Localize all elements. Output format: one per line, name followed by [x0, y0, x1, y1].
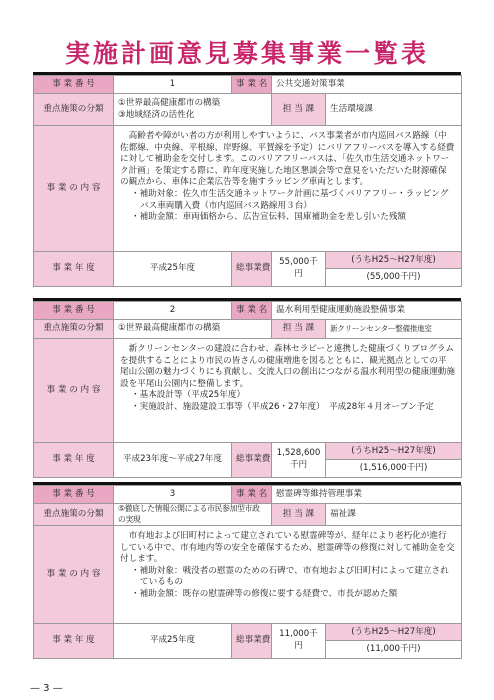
breakdown-label: (うちH25～H27年度)	[326, 252, 461, 269]
department-label: 担 当 課	[272, 320, 326, 339]
description-bullets	[126, 189, 455, 224]
project-description	[114, 526, 462, 624]
bullet-item: ・補助対象：佐久市生活交通ネットワーク計画に基づくバリアフリー・ラッピングバス車両購入費（市内巡回バス路線用３台）	[131, 188, 449, 211]
project-name: 温水利用型健康運動施設整備事業	[272, 302, 462, 320]
project-number-label: 事 業 番 号	[34, 302, 114, 320]
year-label: 事 業 年 度	[34, 252, 114, 287]
project-description	[114, 339, 462, 443]
content-label: 事 業 の 内 容	[34, 126, 114, 252]
priority-label: 重点施策の分類	[34, 504, 114, 526]
project-number-label: 事 業 番 号	[34, 76, 114, 94]
content-label: 事 業 の 内 容	[34, 339, 114, 443]
project-number-label: 事 業 番 号	[34, 486, 114, 504]
bullet-item: ・補助金額：既存の慰霊碑等の修復に要する経費で、市長が認めた額	[131, 589, 398, 599]
bullet-item: ・補助金額：車両価格から、広告宣伝料、国庫補助金を差し引いた残額	[131, 212, 407, 223]
breakdown-value: (55,000千円)	[366, 272, 421, 282]
project-name-label: 事 業 名	[232, 302, 272, 320]
department-label: 担 当 課	[272, 504, 326, 526]
breakdown-cell	[326, 624, 462, 659]
project-block-3	[33, 482, 461, 659]
priority-item: ①世界最高健康都市の構築	[118, 323, 221, 334]
priority-label: 重点施策の分類	[34, 94, 114, 126]
page-number: — 3 —	[30, 683, 63, 694]
department-name: 生活環境課	[326, 94, 462, 126]
breakdown-label: (うちH25～H27年度)	[326, 624, 461, 641]
description-paragraph: 新クリーンセンターの建設に合わせ、森林セラピーと連携した健康づくりプログラムを提供することにより市民の皆さんの健康増進を図るとともに、観光拠点としての平尾山公園の魅力づくりにも貢献し、交流人口の創出につながる温水利用型の健康運動施設を平尾山公園内に整備します。	[120, 344, 455, 389]
page-title: 実施計画意見募集事業一覧表	[64, 39, 429, 68]
project-year: 平成23年度～平成27年度	[114, 443, 232, 478]
project-number: 1	[114, 76, 232, 94]
project-name-label: 事 業 名	[232, 76, 272, 94]
project-name-label: 事 業 名	[232, 486, 272, 504]
year-label: 事 業 年 度	[34, 443, 114, 478]
priority-cell	[114, 320, 272, 339]
total-cost: 11,000千円	[272, 624, 326, 659]
project-block-2	[33, 298, 461, 478]
priority-cell	[114, 504, 272, 526]
description-bullets	[126, 390, 455, 413]
description-paragraph: 市有地および旧町村によって建立されている慰霊碑等が、経年により老朽化が進行している中で、市有地内等の安全を確保するため、慰霊碑等の修復に対して補助金を交付します。	[120, 531, 455, 565]
bullet-item: ・補助対象：戦没者の慰霊のための石碑で、市有地および旧町村によって建立されているもの	[131, 565, 449, 588]
project-block-1	[33, 72, 461, 287]
bullet-item: ・実施設計、施設建設工事等（平成26・27年度） 平成28年４月オープン予定	[131, 401, 434, 412]
breakdown-cell	[326, 252, 462, 287]
project-number: 3	[114, 486, 232, 504]
total-cost-label: 総事業費	[232, 252, 272, 287]
project-name: 公共交通対策事業	[272, 76, 462, 94]
department-name: 福祉課	[326, 504, 462, 526]
priority-item: ③地域経済の活性化	[118, 109, 195, 120]
department-label: 担 当 課	[272, 94, 326, 126]
bullet-item: ・基本設計等（平成25年度）	[131, 390, 246, 401]
total-cost: 55,000千円	[272, 252, 326, 287]
total-cost: 1,528,600千円	[272, 443, 326, 478]
description-bullets	[126, 566, 455, 601]
project-year: 平成25年度	[114, 624, 232, 659]
content-label: 事 業 の 内 容	[34, 526, 114, 624]
description-paragraph: 高齢者や障がい者の方が利用しやすいように、バス事業者が市内巡回バス路線（中佐都線、中央線、平根線、岸野線、平賀線を予定）にバリアフリーバスを導入する経費に対して補助金を交付します。このバリアフリーバスは、「佐久市生活交通ネットワーク計画」を策定する際に、昨年度実施した地区懇談会等で意見をいただいた財源確保の観点から、車体に企業広告等を施すラッピング車両とします。	[120, 131, 455, 188]
priority-cell	[114, 94, 272, 126]
project-name: 慰霊碑等維持管理事業	[272, 486, 462, 504]
breakdown-value: (1,516,000千円)	[359, 463, 428, 473]
department-name: 新クリーンセンター整備推進室	[326, 320, 462, 339]
project-number: 2	[114, 302, 232, 320]
priority-label: 重点施策の分類	[34, 320, 114, 339]
priority-item: ①世界最高健康都市の構築	[118, 97, 221, 108]
breakdown-cell	[326, 443, 462, 478]
year-label: 事 業 年 度	[34, 624, 114, 659]
breakdown-label: (うちH25～H27年度)	[326, 443, 461, 460]
total-cost-label: 総事業費	[232, 624, 272, 659]
project-description	[114, 126, 462, 252]
project-year: 平成25年度	[114, 252, 232, 287]
priority-item: ⑤徹底した情報公開による市民参加型市政の実現	[118, 504, 260, 524]
breakdown-value: (11,000千円)	[366, 644, 421, 655]
total-cost-label: 総事業費	[232, 443, 272, 478]
